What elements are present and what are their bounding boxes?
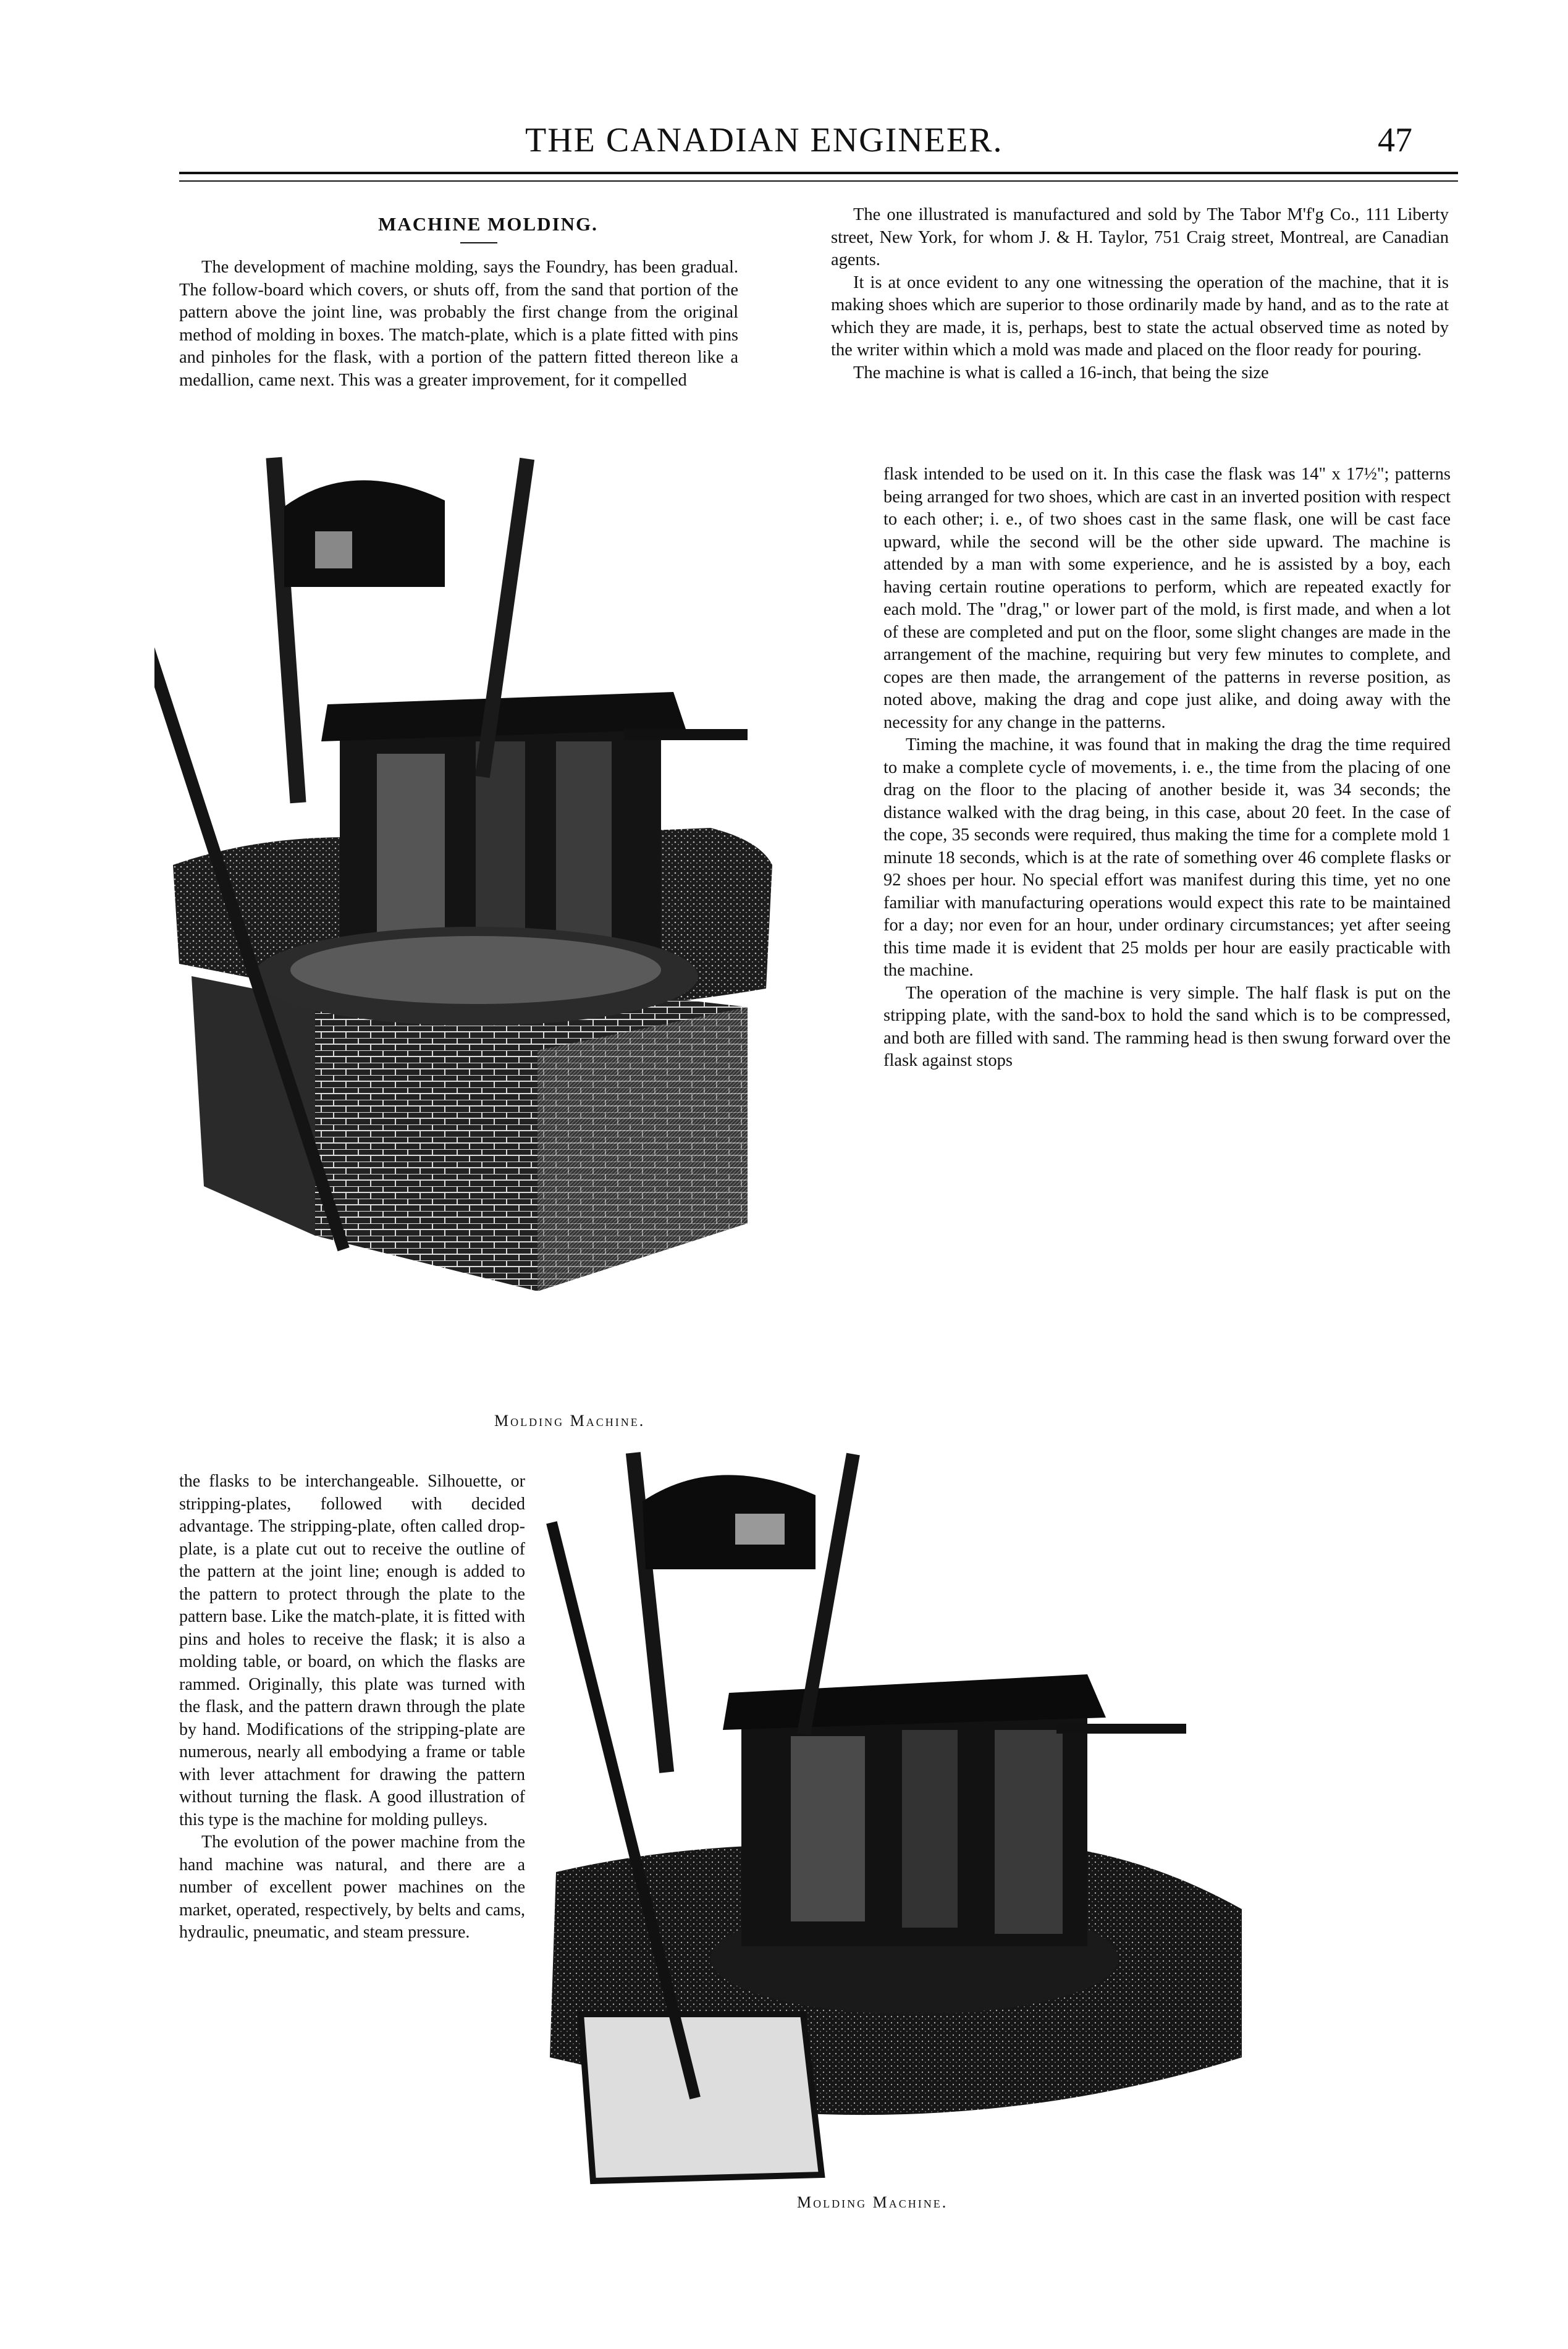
- paragraph: The one illustrated is manufactured and sold by The Tabor M'f'g Co., 111 Liberty street, New York, for whom J. & H. Taylor, 751 Craig street, Montreal, are Canadian agents.: [831, 205, 1449, 269]
- molding-machine-engraving-1: [154, 432, 782, 1378]
- page-number: 47: [1378, 121, 1412, 159]
- paragraph: the flasks to be interchangeable. Silhouette, or stripping-plates, followed with decided advantage. The stripping-plate, often called drop-plate, is a plate cut out to receive the outline of the pattern at the joint line; enough is added to the pattern to protect through the plate to the pattern base. Like the match-plate, it is fitted with pins and holes to receive the flask; it is also a molding table, or board, on which the flasks are rammed. Originally, this plate was turned with the flask, and the pattern drawn through the plate by hand. Modifications of the stripping-plate are numerous, nearly all embodying a frame or table with lever attachment for drawing the pattern without turning the flask. A good illustration of this type is the machine for molding pulleys.: [179, 1472, 525, 1829]
- header-rule: [179, 172, 1458, 174]
- figure-2-caption: Molding Machine.: [797, 2193, 948, 2211]
- paragraph: Timing the machine, it was found that in making the drag the time required to make a complete cycle of movements, i. e., the time from the placing of one drag on the floor to the placing of another beside it, was 34 seconds; the distance walked with the drag being, in this case, about 20 feet. In the case of the cope, 35 seconds were required, thus making the time for a complete mold 1 minute 18 seconds, which is at the rate of something over 46 complete flasks or 92 shoes per hour. No special effort was manifest during this time, yet no one familiar with manufacturing operations would expect this rate to be maintained for a day; nor even for an hour, under ordinary circumstances; yet after seeing this time made it is evident that 25 molds per hour are easily practicable with the machine.: [883, 735, 1451, 980]
- title-dash: [460, 242, 497, 243]
- paragraph: flask intended to be used on it. In this case the flask was 14" x 17½"; patterns being arranged for two shoes, which are cast in an inverted position with respect to each other; i. e., of two shoes cast in the same flask, one will be cast face upward, while the second will be the other side upward. The machine is attended by a man with some experience, and he is assisted by a boy, each having certain routine operations to perform, which are repeated exactly for each mold. The "drag," or lower part of the mold, is first made, and when a lot of these are completed and put on the floor, some slight changes are made in the arrangement of the machine, requiring but very few minutes to complete, and copes are then made, the arrangement of the patterns in reverse position, as noted above, making the drag and cope just alike, and doing away with the necessity for any change in the patterns.: [883, 465, 1451, 732]
- column-2-narrow: [883, 463, 1451, 1073]
- column-1-top: [179, 256, 738, 392]
- figure-1-caption: Molding Machine.: [494, 1412, 646, 1430]
- column-1-bottom: [179, 1470, 525, 1944]
- page-header: [0, 120, 1568, 170]
- figure-2: [531, 1440, 1248, 2218]
- paragraph: The evolution of the power machine from the hand machine was natural, and there are a number of excellent power machines on the market, operated, respectively, by belts and cams, hydraulic, pneumatic, and steam pressure.: [179, 1832, 525, 1942]
- paragraph: It is at once evident to any one witnessing the operation of the machine, that it is making shoes which are superior to those ordinarily made by hand, and as to the rate at which they are made, it is, perhaps, best to state the actual observed time as noted by the writer within which a mold was made and placed on the floor ready for pouring.: [831, 272, 1449, 360]
- figure-1: [154, 432, 782, 1430]
- article-title: MACHINE MOLDING.: [378, 213, 598, 235]
- paragraph-lead: The machine is what is called a 16-inch, that being the size: [853, 363, 1269, 382]
- journal-title: THE CANADIAN ENGINEER.: [525, 121, 1003, 159]
- molding-machine-engraving-2: [531, 1440, 1248, 2187]
- header-rule-thin: [179, 180, 1458, 182]
- paragraph: The development of machine molding, says the Foundry, has been gradual. The follow-board which covers, or shuts off, from the sand that portion of the pattern above the joint line, was probably the first change from the original method of molding in boxes. The match-plate, which is a plate fitted with pins and pinholes for the flask, with a portion of the pattern fitted thereon like a medallion, came next. This was a greater improvement, for it compelled: [179, 258, 738, 390]
- paragraph: The operation of the machine is very simple. The half flask is put on the stripping plate, with the sand-box to hold the sand which is to be compressed, and both are filled with sand. The ramming head is then swung forward over the flask against stops: [883, 983, 1451, 1070]
- column-2-top: [831, 204, 1449, 384]
